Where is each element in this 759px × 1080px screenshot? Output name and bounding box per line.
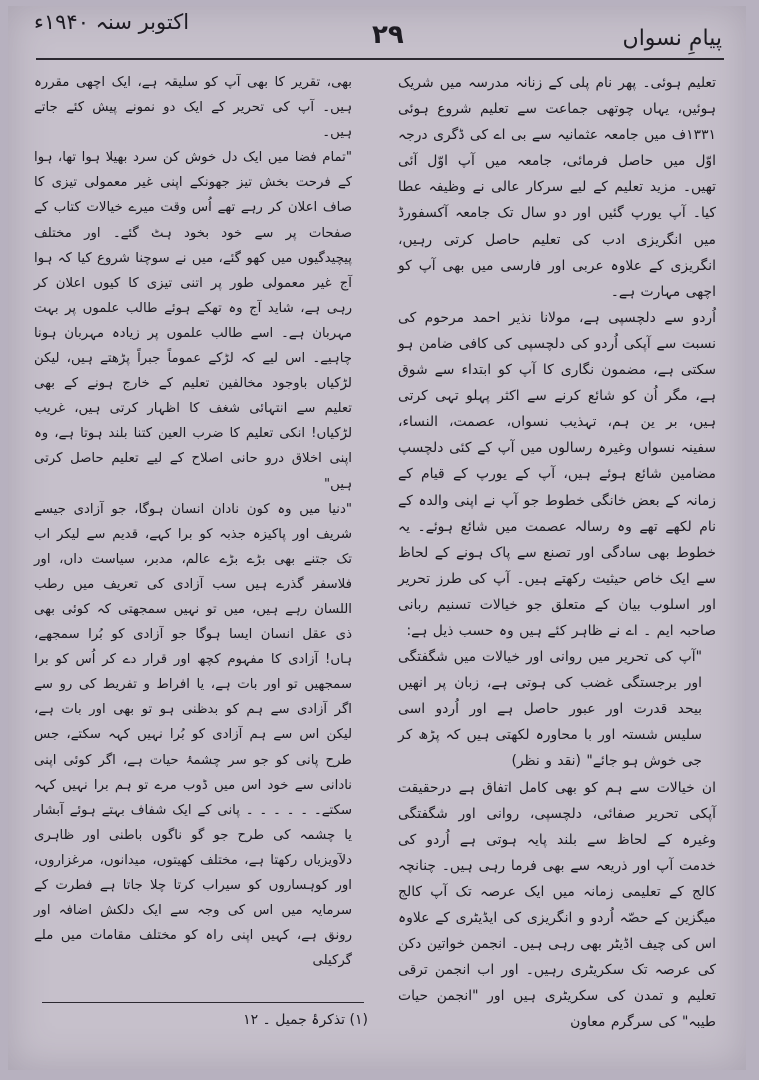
block-quote: "آپ کی تحریر میں روانی اور خیالات میں شگفتگی اور برجستگی غضب کی ہوتی ہے، زبان پر انھیں بیحد قدرت اور عبور حاصل ہے اور اُردو اسی سلیس شستہ اور با محاورہ لکھتی ہیں کہ پڑھ کر جی خوش ہو جائے" (نقد و نظر) [398,649,702,770]
magazine-page [8,6,746,1070]
paragraph: بھی، تقریر کا بھی آپ کو سلیقہ ہے، ایک اچھی مقررہ ہیں۔ آپ کی تحریر کے ایک دو نمونے پیش کئے جاتے ہیں۔ [34,75,352,141]
right-column [398,70,716,1035]
quoted-paragraph: "دنیا میں وہ کون نادان انسان ہوگا، جو آزادی جیسے شریف اور پاکیزہ جذبہ کو برا کہے، قدیم سے لیکر اب تک جتنے بھی بڑے بڑے عالم، مدبر، سیاست داں، اور فلاسفر گذرے ہیں سب آزادی کی تعریف میں رطب اللسان رہے ہیں، میں تو نہیں سمجھتی کہ کوئی بھی ذی عقل انسان ایسا ہوگا جو آزادی کو بُرا سمجھے، ہاں! آزادی کا مفہوم کچھ اور قرار دے کر اُس کو برا سمجھیں تو اور بات ہے، یا افراط و تفریط کی رو سے اگر آزادی سے ہم کو بدظنی ہو تو بھی اور بات ہے، لیکن اس سے ہم آزادی کو بُرا نہیں کہہ سکتے، جس طرح پانی کو جو سر چشمۂ حیات ہے، اگر کوئی اپنی نادانی سے خود اس میں ڈوب مرے تو ہم برا نہیں کہہ سکتے۔ ۔ ۔ ۔ ۔ ۔ پانی کے ایک شفاف بہتے ہوئے آبشار یا چشمہ کی طرح جو گو ناگوں باطنی اور ظاہری دلآویزیاں رکھتا ہے، مختلف کھیتوں، میدانوں، مرغزاروں، اور کوہساروں کو سیراب کرتا چلا جاتا ہے فطرت کے سرمایہ میں اس کی وجہ سے ایک دلکش اضافہ اور رونق ہے، کہیں اپنی راہ کو مختلف مقامات میں ملے گرکیلی [34,501,352,969]
paragraph: تعلیم ہوئی۔ پھر نام پلی کے زنانہ مدرسہ میں شریک ہوئیں، یہاں چوتھی جماعت سے تعلیم شروع ہوئی ۱۳۳۱ف میں جامعہ عثمانیہ سے بی اے کی ڈگری درجہ اوّل میں حاصل فرمائی، جامعہ میں آپ اوّل آئی تھیں۔ مزید تعلیم کے لیے سرکار عالی نے وظیفہ عطا کیا۔ آپ یورپ گئیں اور دو سال تک جامعہ آکسفورڈ میں انگریزی ادب کی تعلیم حاصل کرتی رہیں، انگریزی کے علاوہ عربی اور فارسی میں بھی آپ کو اچھی مہارت ہے۔ [398,75,716,300]
paragraph: ان خیالات سے ہم کو بھی کامل اتفاق ہے درحقیقت آپکی تحریر صفائی، دلچسپی، روانی اور شگفتگی وغیرہ کے لحاظ سے بلند پایہ ہوتی ہے اُردو کی خدمت آپ اور ذریعہ سے بھی فرما رہی ہیں۔ چنانچہ کالج کے تعلیمی زمانہ میں ایک عرصہ تک آپ کالج میگزین کے حصّہ اُردو و انگریزی کی ایڈیٹری کے علاوہ اس کی چیف اڈیٹر بھی رہی ہیں۔ انجمن خواتین دکن کی عرصہ تک سکریٹری رہیں۔ اور اب انجمن ترقی تعلیم و تمدن کی سکریٹری ہیں اور "انجمن حیات طیبہ" کی سرگرم معاون [398,779,716,1031]
footnote-rule [42,1002,364,1003]
page-number: ۲۹ [372,20,404,50]
page-header [8,6,746,58]
footnote: (۱) تذکرۂ جمیل ۔ ۱۲ [243,1012,368,1028]
paragraph: اُردو سے دلچسپی ہے، مولانا نذیر احمد مرحوم کی نسبت سے آپکی اُردو کی دلچسپی کی کافی ضامن ہو سکتی ہے، مضمون نگاری کا آپ کو ابتداء سے شوق ہے، مگر اُن کو شائع کرنے سے اکثر پہلو تہی کرتی ہیں، بر ین ہم، تہذیب نسواں، عصمت، النساء، سفینہ نسواں وغیرہ رسالوں میں آپ کے کئی دلچسپ مضامین شائع ہوئے ہیں، آپ کے یورپ کے قیام کے زمانہ کے بعض خانگی خطوط جو آپ نے اپنی والدہ کے نام لکھے تھے وہ رسالہ عصمت میں شائع ہوئے۔ یہ خطوط بھی سادگی اور تصنع سے پاک ہونے کے لحاظ سے ایک خاص حیثیت رکھتے ہیں۔ آپ کی طرز تحریر اور اسلوب بیان کے متعلق جو خیالات تسنیم ربانی صاحبہ ایم ۔ اے نے ظاہر کئے ہیں وہ حسب ذیل ہے: [398,309,716,639]
quoted-paragraph: "تمام فضا میں ایک دل خوش کن سرد بھیلا ہوا تھا، ہوا کے فرحت بخش تیز جھونکے اپنی غیر معمولی تیزی کا صاف اعلان کر رہے تھے اُس وقت میرے خیالات کتاب کے صفحات پر سے خود بخود ہٹ گئے۔ اور مختلف پیچیدگیوں میں کھو گئے، میں نے سوچنا شروع کیا کہ ہوا آج غیر معمولی طور پر اتنی تیزی کا کیوں اعلان کر رہی ہے، شاید آج وہ تھکے ہوئے طالب علموں پر بہت مہربان ہے۔ اسے طالب علموں پر زیادہ مہربان ہونا چاہیے۔ اس لیے کہ لڑکے عموماً جبراً پڑھتے ہیں، لیکن لڑکیاں باوجود مخالفین تعلیم کے خارج ہونے کے بھی تعلیم سے انتہائی شغف کا اظہار کرتی ہیں، غریب لڑکیاں! انکی تعلیم کا ضرب العین کتنا بلند ہوتا ہے، وہ اپنی اخلاق درو حانی اصلاح کے لیے تعلیم حاصل کرتی ہیں" [34,150,352,492]
left-column [34,70,352,973]
issue-date: اکتوبر سنہ ۱۹۴۰ء [34,10,190,34]
running-title: پیامِ نسواں [622,26,722,51]
header-rule [36,58,724,60]
